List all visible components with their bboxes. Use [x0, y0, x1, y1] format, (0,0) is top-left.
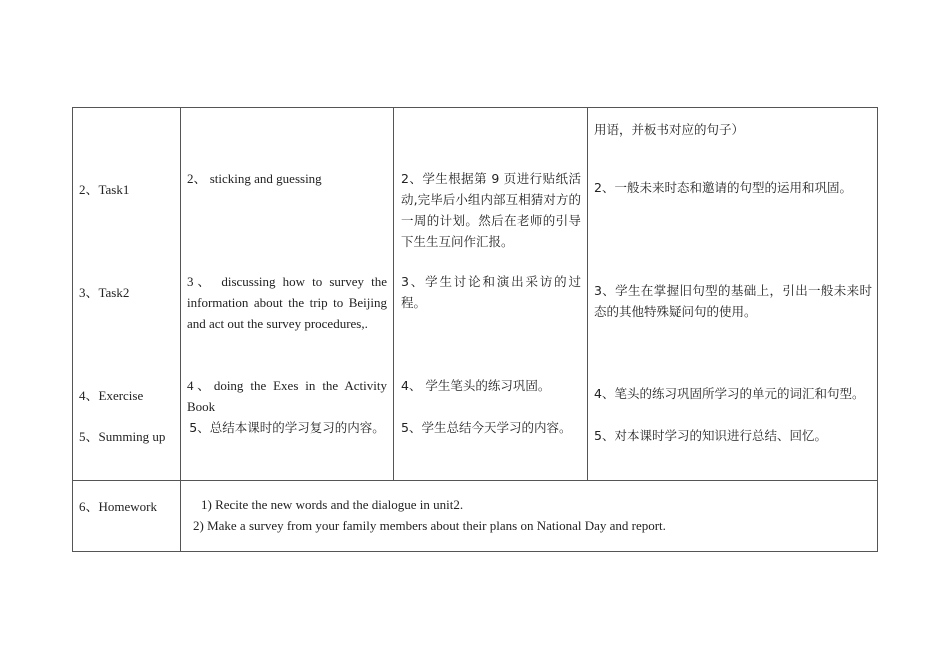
stage-exercise: 4、Exercise — [79, 388, 144, 403]
student-activity-summing-up: 5、学生总结今天学习的内容。 — [401, 420, 572, 435]
teacher-activity-summing-up: 5、总结本课时的学习复习的内容。 — [189, 420, 385, 435]
homework-line-1: 1) Recite the new words and the dialogue in unit2. — [201, 497, 464, 512]
stage-summing-up: 5、Summing up — [79, 429, 166, 444]
student-activity-task1: 2、学生根据第 9 页进行贴纸活动,完毕后小组内部互相猜对方的一周的计划。然后在老师的引导下生生互问作汇报。 — [401, 171, 581, 249]
table-border-top — [72, 107, 878, 108]
purpose-task2: 3、学生在掌握旧句型的基础上，引出一般未来时态的其他特殊疑问句的使用。 — [594, 283, 872, 319]
column-divider-3 — [587, 107, 588, 481]
purpose-exercise: 4、笔头的练习巩固所学习的单元的词汇和句型。 — [594, 386, 865, 401]
table-border-left — [72, 107, 73, 552]
purpose-summing-up: 5、对本课时学习的知识进行总结、回忆。 — [594, 428, 827, 443]
stage-homework: 6、Homework — [79, 499, 157, 514]
teacher-activity-task1: 2、 sticking and guessing — [187, 171, 322, 186]
purpose-continued-text: 用语，并板书对应的句子） — [594, 122, 745, 137]
stage-task1: 2、Task1 — [79, 182, 130, 197]
table-border-right — [877, 107, 878, 552]
column-divider-2 — [393, 107, 394, 481]
teacher-activity-task2: 3、 discussing how to survey the information about the trip to Beijing and act out the survey procedures,. — [187, 274, 387, 331]
stage-task2: 3、Task2 — [79, 285, 130, 300]
homework-line-2: 2) Make a survey from your family members about their plans on National Day and report. — [193, 518, 666, 533]
student-activity-exercise: 4、 学生笔头的练习巩固。 — [401, 378, 551, 393]
student-activity-task2: 3、学生讨论和演出采访的过程。 — [401, 274, 581, 310]
column-divider-1 — [180, 107, 181, 552]
table-border-bottom — [72, 551, 878, 552]
teacher-activity-exercise: 4、doing the Exes in the Activity Book — [187, 378, 387, 414]
purpose-task1: 2、一般未来时态和邀请的句型的运用和巩固。 — [594, 180, 852, 195]
table-border-middle — [72, 480, 878, 481]
